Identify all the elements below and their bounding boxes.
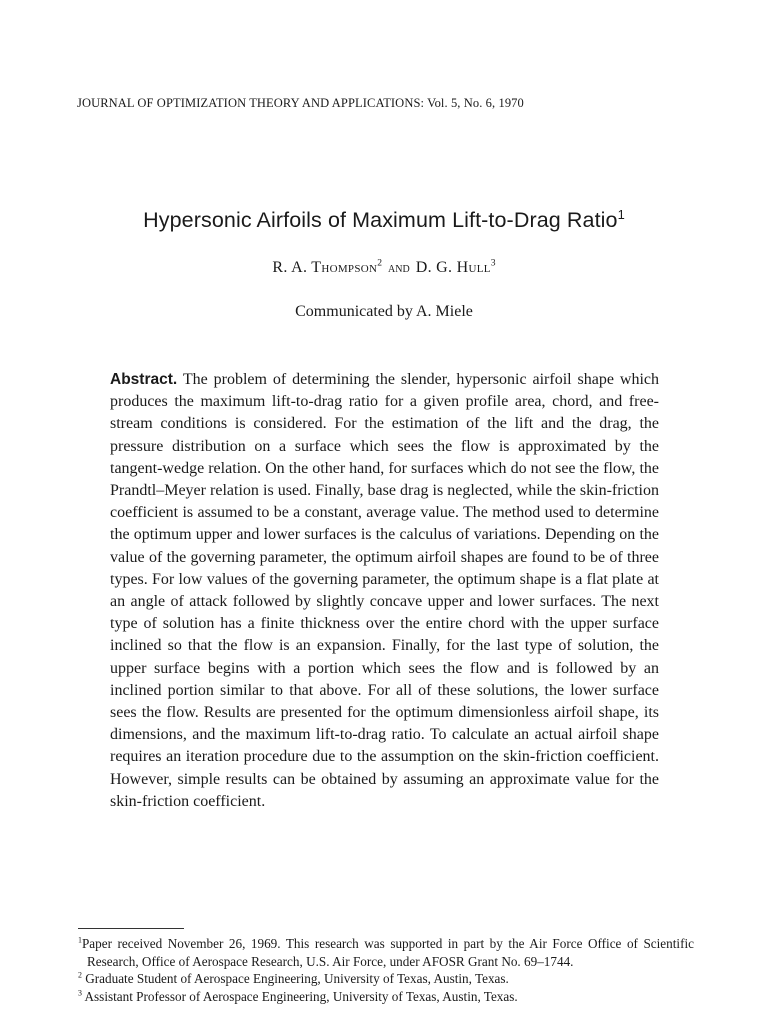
abstract-label: Abstract. — [110, 371, 178, 388]
author-conjunction: and — [388, 261, 410, 276]
title-footnote-mark: 1 — [617, 206, 625, 222]
footnote-1-mark: 1 — [78, 935, 82, 945]
footnote-2-mark: 2 — [78, 970, 82, 980]
footnote-divider — [78, 928, 184, 929]
communicated-by: Communicated by A. Miele — [295, 303, 473, 320]
footnote-2-text: Graduate Student of Aerospace Engineering, University of Texas, Austin, Texas. — [85, 971, 509, 986]
author-1-footnote-mark: 2 — [377, 257, 383, 269]
paper-title-text: Hypersonic Airfoils of Maximum Lift-to-Drag Ratio — [143, 208, 618, 232]
footnote-3-text: Assistant Professor of Aerospace Engineering, University of Texas, Austin, Texas. — [84, 988, 518, 1004]
author-2-footnote-mark: 3 — [490, 257, 496, 269]
author-2-name: D. G. Hull — [415, 259, 491, 276]
footnote-3-mark: 3 — [78, 988, 82, 998]
abstract-text: The problem of determining the slender, hypersonic airfoil shape which produces the maximum lift-to-drag ratio for a given profile area, chord, and free-stream conditions is considered. For the estimation of the lift and the drag, the pressure distribution on a surface which sees the flow is approximated by the tangent-wedge relation. On the other hand, for surfaces which do not see the flow, the Prandtl–Meyer relation is used. Finally, base drag is neglected, while the skin-friction coefficient is assumed to be a constant, average value. The method used to determine the optimum upper and lower surfaces is the calculus of variations. Depending on the value of the governing parameter, the optimum airfoil shapes are found to be of three types. For low values of the governing parameter, the optimum shape is a flat plate at an angle of attack followed by slightly concave upper and lower surfaces. The next type of solution has a finite thickness over the entire chord with the upper surface inclined so that the flow is an expansion. Finally, for the last type of solution, the upper surface begins with a portion which sees the flow and is followed by an inclined portion similar to that above. For all of these solutions, the lower surface sees the flow. Results are presented for the optimum dimensionless airfoil shape, its dimensions, and the maximum lift-to-drag ratio. To calculate an actual airfoil shape requires an iteration procedure due to the assumption on the skin-friction coefficient. However, simple results can be obtained by assuming an approximate value for the skin-friction coefficient. — [110, 371, 659, 810]
author-line — [0, 259, 768, 277]
paper-title — [0, 208, 768, 233]
journal-header: JOURNAL OF OPTIMIZATION THEORY AND APPLICATIONS: Vol. 5, No. 6, 1970 — [77, 96, 524, 110]
footnote-1 — [78, 935, 694, 970]
footnotes — [78, 935, 694, 1005]
footnote-3 — [78, 988, 694, 1006]
footnote-2 — [78, 970, 694, 988]
abstract — [110, 369, 659, 813]
author-1-name: R. A. Thompson — [272, 259, 378, 276]
footnote-1-text: Paper received November 26, 1969. This research was supported in part by the Air Force Office of Scientific Research, Office of Aerospace Research, U.S. Air Force, under AFOSR Grant No. 69–1744. — [81, 936, 694, 969]
